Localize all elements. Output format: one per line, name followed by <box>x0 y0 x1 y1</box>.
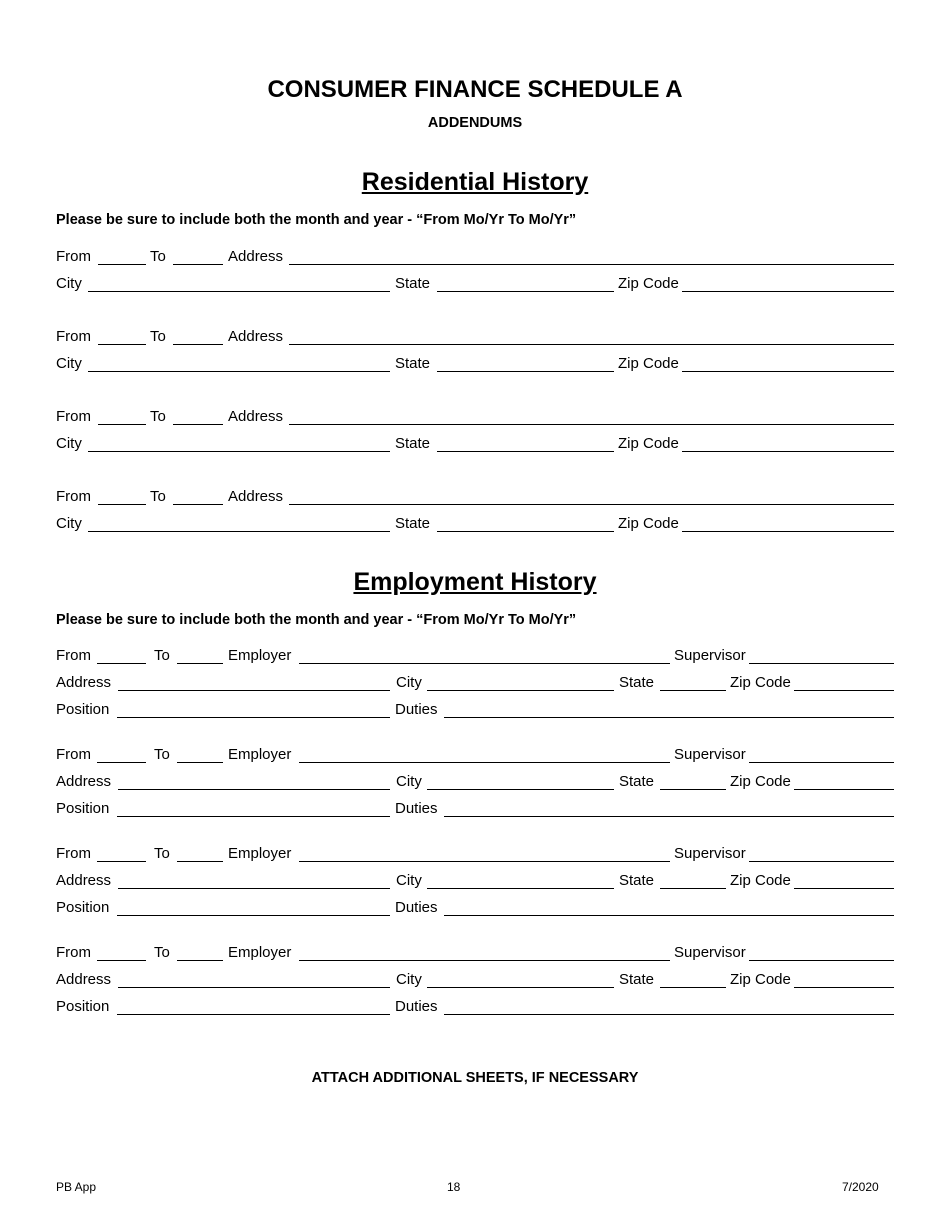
from-label: From <box>56 944 91 961</box>
from-date-field[interactable] <box>97 663 146 664</box>
duties-field[interactable] <box>444 1014 894 1015</box>
footer-date: 7/2020 <box>842 1180 879 1194</box>
from-date-field[interactable] <box>97 861 146 862</box>
employer-label: Employer <box>228 647 292 664</box>
from-label: From <box>56 488 91 505</box>
form-row <box>56 899 894 919</box>
city-label: City <box>56 275 82 292</box>
from-label: From <box>56 845 91 862</box>
form-row <box>56 248 894 268</box>
form-row <box>56 275 894 295</box>
employer-field[interactable] <box>299 663 670 664</box>
supervisor-label: Supervisor <box>674 647 746 664</box>
to-label: To <box>154 647 170 664</box>
city-label: City <box>56 435 82 452</box>
employer-field[interactable] <box>299 861 670 862</box>
zip-code-label: Zip Code <box>618 435 679 452</box>
form-row <box>56 746 894 766</box>
address-field[interactable] <box>289 344 894 345</box>
form-row <box>56 328 894 348</box>
address-field[interactable] <box>289 424 894 425</box>
attach-sheets-note: ATTACH ADDITIONAL SHEETS, IF NECESSARY <box>311 1070 639 1086</box>
position-field[interactable] <box>117 717 390 718</box>
address-label: Address <box>228 248 284 265</box>
state-field[interactable] <box>660 888 726 889</box>
address-field[interactable] <box>118 690 390 691</box>
form-row <box>56 647 894 667</box>
city-label: City <box>396 773 422 790</box>
supervisor-label: Supervisor <box>674 746 746 763</box>
form-row <box>56 488 894 508</box>
duties-label: Duties <box>395 998 438 1015</box>
state-label: State <box>619 674 655 691</box>
address-field[interactable] <box>289 264 894 265</box>
page-title: CONSUMER FINANCE SCHEDULE A <box>267 76 683 103</box>
state-label: State <box>619 872 655 889</box>
position-label: Position <box>56 800 110 817</box>
address-label: Address <box>56 773 112 790</box>
city-field[interactable] <box>427 690 614 691</box>
duties-label: Duties <box>395 701 438 718</box>
city-field[interactable] <box>427 888 614 889</box>
city-label: City <box>56 515 82 532</box>
form-row <box>56 674 894 694</box>
form-row <box>56 872 894 892</box>
footer-page-number: 18 <box>447 1180 461 1194</box>
supervisor-field[interactable] <box>749 861 894 862</box>
position-label: Position <box>56 998 110 1015</box>
zip-code-field[interactable] <box>682 291 894 292</box>
state-field[interactable] <box>660 690 726 691</box>
state-label: State <box>395 435 431 452</box>
address-label: Address <box>228 488 284 505</box>
form-row <box>56 701 894 721</box>
zip-code-field[interactable] <box>682 371 894 372</box>
position-label: Position <box>56 701 110 718</box>
form-row <box>56 408 894 428</box>
form-row <box>56 800 894 820</box>
residential-instruction: Please be sure to include both the month and year - “From Mo/Yr To Mo/Yr” <box>56 212 577 228</box>
to-date-field[interactable] <box>173 504 223 505</box>
duties-field[interactable] <box>444 717 894 718</box>
state-label: State <box>395 275 431 292</box>
employer-label: Employer <box>228 746 292 763</box>
zip-code-field[interactable] <box>794 690 894 691</box>
state-field[interactable] <box>437 531 614 532</box>
zip-code-label: Zip Code <box>730 872 791 889</box>
to-date-field[interactable] <box>177 663 223 664</box>
from-date-field[interactable] <box>98 264 146 265</box>
supervisor-field[interactable] <box>749 960 894 961</box>
city-label: City <box>56 355 82 372</box>
to-label: To <box>150 408 166 425</box>
to-label: To <box>150 248 166 265</box>
from-date-field[interactable] <box>98 424 146 425</box>
zip-code-field[interactable] <box>794 789 894 790</box>
form-row <box>56 773 894 793</box>
position-label: Position <box>56 899 110 916</box>
city-label: City <box>396 674 422 691</box>
employer-label: Employer <box>228 845 292 862</box>
state-field[interactable] <box>660 789 726 790</box>
address-field[interactable] <box>289 504 894 505</box>
duties-label: Duties <box>395 899 438 916</box>
supervisor-field[interactable] <box>749 762 894 763</box>
zip-code-label: Zip Code <box>618 515 679 532</box>
supervisor-label: Supervisor <box>674 944 746 961</box>
to-date-field[interactable] <box>173 344 223 345</box>
to-label: To <box>150 488 166 505</box>
employer-label: Employer <box>228 944 292 961</box>
address-label: Address <box>56 971 112 988</box>
to-label: To <box>154 944 170 961</box>
city-label: City <box>396 872 422 889</box>
from-date-field[interactable] <box>98 504 146 505</box>
state-field[interactable] <box>660 987 726 988</box>
zip-code-label: Zip Code <box>730 773 791 790</box>
address-label: Address <box>228 328 284 345</box>
to-date-field[interactable] <box>177 960 223 961</box>
city-label: City <box>396 971 422 988</box>
form-row <box>56 355 894 375</box>
zip-code-field[interactable] <box>794 888 894 889</box>
address-label: Address <box>56 674 112 691</box>
address-field[interactable] <box>118 888 390 889</box>
from-label: From <box>56 328 91 345</box>
address-field[interactable] <box>118 987 390 988</box>
state-field[interactable] <box>437 291 614 292</box>
from-date-field[interactable] <box>97 762 146 763</box>
from-label: From <box>56 746 91 763</box>
from-label: From <box>56 408 91 425</box>
position-field[interactable] <box>117 816 390 817</box>
city-field[interactable] <box>88 371 390 372</box>
duties-field[interactable] <box>444 915 894 916</box>
position-field[interactable] <box>117 915 390 916</box>
city-field[interactable] <box>88 531 390 532</box>
state-label: State <box>619 773 655 790</box>
zip-code-label: Zip Code <box>618 355 679 372</box>
form-row <box>56 998 894 1018</box>
to-date-field[interactable] <box>177 861 223 862</box>
address-label: Address <box>228 408 284 425</box>
to-date-field[interactable] <box>173 424 223 425</box>
state-field[interactable] <box>437 451 614 452</box>
from-label: From <box>56 248 91 265</box>
page-subtitle: ADDENDUMS <box>427 115 523 131</box>
from-label: From <box>56 647 91 664</box>
from-date-field[interactable] <box>97 960 146 961</box>
form-row <box>56 515 894 535</box>
to-date-field[interactable] <box>177 762 223 763</box>
city-field[interactable] <box>88 451 390 452</box>
zip-code-field[interactable] <box>682 531 894 532</box>
to-date-field[interactable] <box>173 264 223 265</box>
form-row <box>56 435 894 455</box>
footer-form-id: PB App <box>56 1180 97 1194</box>
to-label: To <box>154 845 170 862</box>
position-field[interactable] <box>117 1014 390 1015</box>
state-label: State <box>619 971 655 988</box>
to-label: To <box>154 746 170 763</box>
employment-instruction: Please be sure to include both the month and year - “From Mo/Yr To Mo/Yr” <box>56 612 577 628</box>
zip-code-label: Zip Code <box>618 275 679 292</box>
state-label: State <box>395 515 431 532</box>
address-field[interactable] <box>118 789 390 790</box>
employer-field[interactable] <box>299 762 670 763</box>
zip-code-field[interactable] <box>682 451 894 452</box>
city-field[interactable] <box>427 987 614 988</box>
employment-history-heading: Employment History <box>353 568 597 596</box>
zip-code-label: Zip Code <box>730 971 791 988</box>
supervisor-field[interactable] <box>749 663 894 664</box>
supervisor-label: Supervisor <box>674 845 746 862</box>
form-row <box>56 971 894 991</box>
to-label: To <box>150 328 166 345</box>
from-date-field[interactable] <box>98 344 146 345</box>
zip-code-label: Zip Code <box>730 674 791 691</box>
form-row <box>56 944 894 964</box>
form-row <box>56 845 894 865</box>
city-field[interactable] <box>88 291 390 292</box>
state-field[interactable] <box>437 371 614 372</box>
city-field[interactable] <box>427 789 614 790</box>
state-label: State <box>395 355 431 372</box>
duties-field[interactable] <box>444 816 894 817</box>
residential-history-heading: Residential History <box>361 168 589 196</box>
address-label: Address <box>56 872 112 889</box>
zip-code-field[interactable] <box>794 987 894 988</box>
employer-field[interactable] <box>299 960 670 961</box>
duties-label: Duties <box>395 800 438 817</box>
